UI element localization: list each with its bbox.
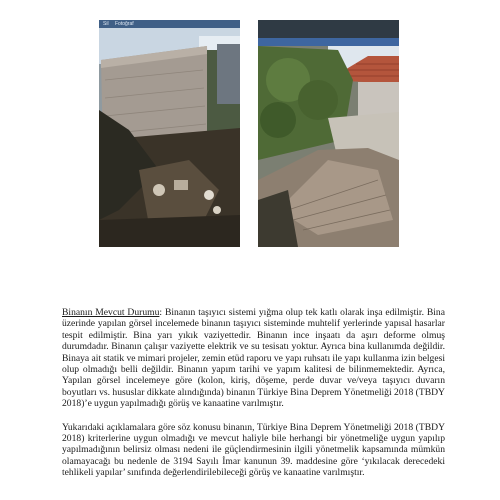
body-text xyxy=(62,307,445,479)
photo-left xyxy=(99,20,240,247)
paragraph-conclusion: Yukarıdaki açıklamalara göre söz konusu binanın, Türkiye Bina Deprem Yönetmeliği 2018 (TBDY 2018) kriterlerine uygun olmadığı ve mevcut haliyle bile herhangi bir yönetmeliğe uygun yapılıp yapılmadığının belirsiz olması nedeni ile güçlendirmesinin ilgili yönetmelik kapsamında mümkün olamayacağı bu nedenle de 3194 Sayılı İmar kanunun 39. maddesine göre ‘yıkılacak derecedeki tehlikeli yapılar’ sınıfında değerlendirilebileceği görüş ve kanaatine varılmıştır. xyxy=(62,421,445,479)
photo-left-caption-b: Fotoğraf xyxy=(115,21,134,27)
section-heading: Binanın Mevcut Durumu xyxy=(62,307,160,318)
paragraph-current-state xyxy=(62,307,445,410)
photo-right xyxy=(258,20,399,247)
photo-right-image xyxy=(258,20,399,247)
photo-left-image xyxy=(99,20,240,247)
photo-left-caption-a: Sil xyxy=(103,21,109,27)
paragraph-1-text: : Binanın taşıyıcı sistemi yığma olup tek katlı olarak inşa edilmiştir. Bina üzerinde yapılan görsel incelemede binanın taşıyıcı sisteminde muhtelif yerlerinde yapısal hasarlar tespit edilmiştir. Bina yarı yıkık vaziyettedir. Binanın ince inşaatı da aşırı deforme olmuş durumdadır. Binanın çalışır vaziyette elektrik ve su tesisatı yoktur. Ayrıca bina kullanımda değildir. Binaya ait statik ve mimari projeler, zemin etüd raporu ve yapı ruhsatı ile yapı kullanma izin belgesi olup olmadığı belli değildir. Binanın yapım tarihi ve yapım kalitesi de bilinmemektedir. Ayrıca, Yapılan görsel incelemeye göre (kolon, kiriş, döşeme, perde duvar ve/veya taşıyıcı duvarın boyutları vs. hususlar dikkate alındığında) binanın Türkiye Bina Deprem Yönetmeliği 2018 (TBDY 2018)’e uygun yapılmadığı görüş ve kanaatine varılmıştır. xyxy=(62,307,445,410)
